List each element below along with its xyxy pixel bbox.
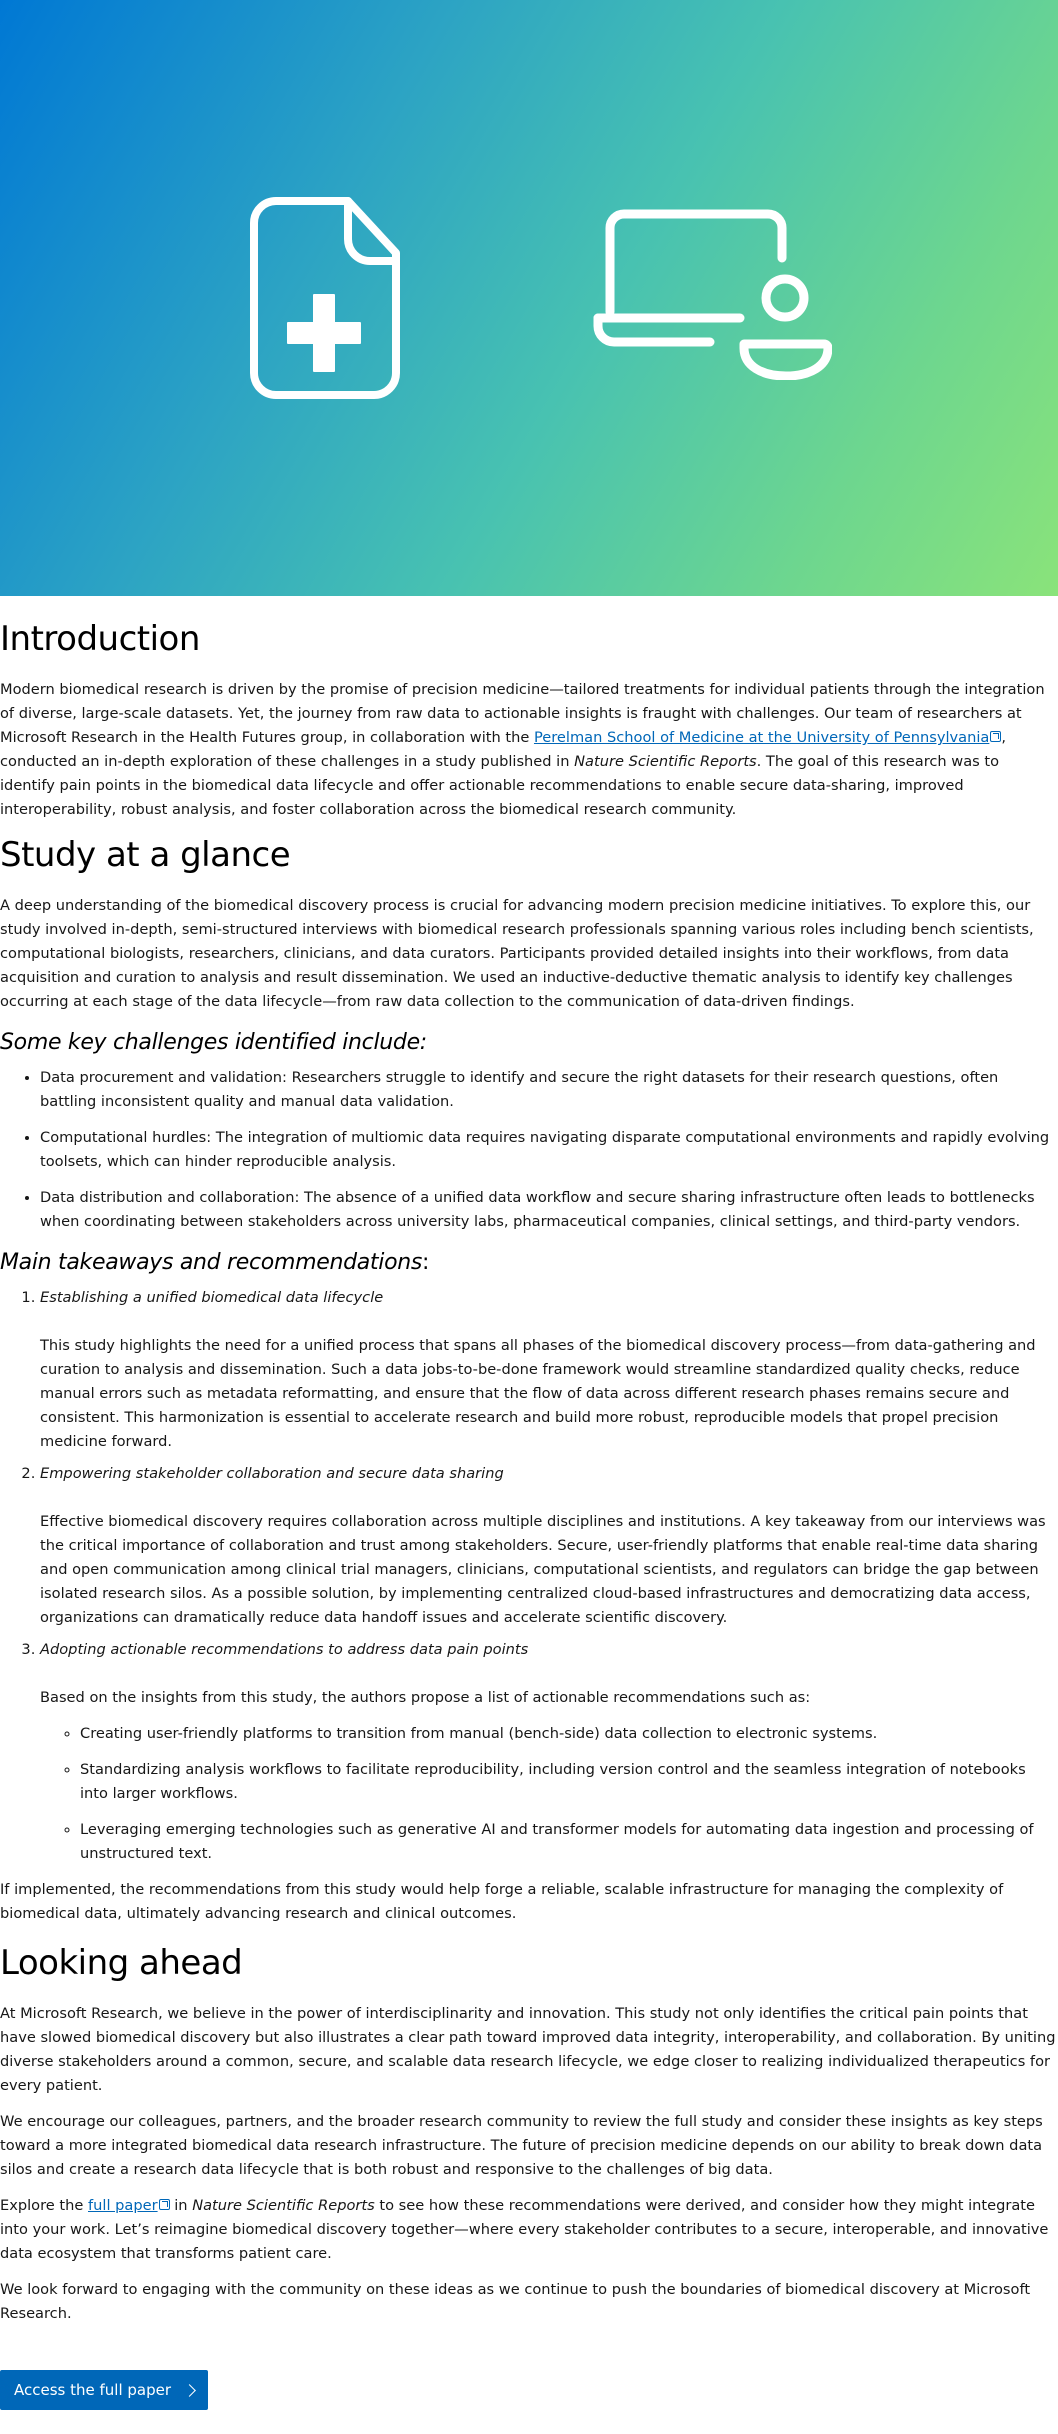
- looking-ahead-paragraph: At Microsoft Research, we believe in the power of interdisciplinarity and innovation. This study not only identifies the critical pain points that have slowed biomedical discovery but also illustrates a clear path toward improved data integrity, interoperability, and collaboration. By uniting diverse stakeholders around a common, secure, and scalable data research lifecycle, we edge closer to realizing individualized therapeutics for every patient.: [0, 2005, 1056, 2094]
- full-paper-link[interactable]: [88, 2197, 170, 2214]
- journal-name: Nature Scientific Reports: [574, 753, 757, 770]
- takeaway-item: [40, 1462, 1058, 1630]
- document-medical-icon: [250, 195, 402, 400]
- takeaways-list: [0, 1286, 1058, 1866]
- text-span: Modern biomedical research is driven by the promise of precision medicine—tailored treatments for individual patients through the integration of diverse, large-scale datasets. Yet, the journey from raw data to actionable insights is fraught with challenges. Our team of researchers at Microsoft Research in the Health Futures group, in collaboration with the: [0, 681, 1045, 746]
- hero-banner: [0, 0, 1058, 596]
- text-span: , conducted an in-depth exploration of these challenges in a study published in: [0, 729, 1006, 770]
- section-heading-introduction: Introduction: [0, 619, 200, 659]
- list-item: • Data procurement and validation: Researchers struggle to identify and secure the right datasets for their research questions, often battling inconsistent quality and manual data validation.: [40, 1066, 1058, 1114]
- journal-name: Nature Scientific Reports: [192, 2197, 375, 2214]
- closing-paragraph: If implemented, the recommendations from this study would help forge a reliable, scalable infrastructure for managing the complexity of biomedical data, ultimately advancing research and clinical outcomes.: [0, 1881, 1004, 1922]
- takeaway-title: 2. Empowering stakeholder collaboration and secure data sharing: [40, 1465, 504, 1482]
- study-paragraph: A deep understanding of the biomedical discovery process is crucial for advancing modern precision medicine initiatives. To explore this, our study involved in-depth, semi-structured interviews with biomedical research professionals spanning various roles including bench scientists, computational biologists, researchers, clinicians, and data curators. Participants provided detailed insights into their workflows, from data acquisition and curation to analysis and result dissemination. We used an inductive-deductive thematic analysis to identify key challenges occurring at each stage of the data lifecycle—from raw data collection to the communication of data-driven findings.: [0, 897, 1034, 1010]
- takeaways-heading-text: Main takeaways and recommendations: [0, 1250, 423, 1275]
- text-span: . The goal of this research was to identify pain points in the biomedical data lifecycle and offer actionable recommendations to enable secure data-sharing, improved interoperability, robust analysis, and foster collaboration across the biomedical research community.: [0, 753, 1000, 818]
- recommendation-item: ◦ Standardizing analysis workflows to facilitate reproducibility, including version control and the seamless integration of notebooks into larger workflows.: [80, 1758, 1058, 1806]
- article-body: [0, 596, 1058, 2434]
- text-span: Explore the: [0, 2197, 88, 2214]
- text-span: in: [169, 2197, 193, 2214]
- takeaway-title: 1. Establishing a unified biomedical data lifecycle: [40, 1289, 384, 1306]
- takeaways-heading: [0, 1248, 1058, 1278]
- introduction-paragraph: [0, 678, 1058, 822]
- looking-ahead-paragraph: We encourage our colleagues, partners, and the broader research community to review the full study and consider these insights as key steps toward a more integrated biomedical data research infrastructure. The future of precision medicine depends on our ability to break down data silos and create a research data lifecycle that is both robust and responsive to the challenges of big data.: [0, 2113, 1043, 2178]
- takeaway-item: [40, 1638, 1058, 1866]
- external-link-icon: [990, 731, 1001, 742]
- link-text[interactable]: Perelman School of Medicine at the University of Pennsylvania: [533, 729, 990, 746]
- external-link-icon: [159, 2199, 170, 2210]
- link-text[interactable]: full paper: [88, 2197, 158, 2214]
- chevron-right-icon: [183, 2384, 196, 2397]
- list-item: • Computational hurdles: The integration of multiomic data requires navigating disparate computational environments and rapidly evolving toolsets, which can hinder reproducible analysis.: [40, 1126, 1058, 1174]
- takeaway-title: 3. Adopting actionable recommendations to address data pain points: [40, 1641, 529, 1658]
- text-span: to see how these recommendations were derived, and consider how they might integrate into your work. Let’s reimagine biomedical discovery together—where every stakeholder contributes to a secure, interoperable, and innovative data ecosystem that transforms patient care.: [0, 2197, 1049, 2262]
- takeaway-body: Based on the insights from this study, the authors propose a list of actionable recommendations such as:: [40, 1689, 811, 1706]
- takeaway-body: Effective biomedical discovery requires collaboration across multiple disciplines and institutions. A key takeaway from our interviews was the critical importance of collaboration and trust among stakeholders. Secure, user-friendly platforms that enable real-time data sharing and open communication among clinical trial managers, clinicians, computational scientists, and regulators can bridge the gap between isolated research silos. As a possible solution, by implementing centralized cloud-based infrastructures and democratizing data access, organizations can dramatically reduce data handoff issues and accelerate scientific discovery.: [40, 1513, 1046, 1626]
- section-heading-study: Study at a glance: [0, 835, 291, 875]
- challenges-list: [0, 1066, 1058, 1234]
- recommendation-item: ◦ Leveraging emerging technologies such as generative AI and transformer models for automating data ingestion and processing of unstructured text.: [80, 1818, 1058, 1866]
- takeaway-body: This study highlights the need for a unified process that spans all phases of the biomedical discovery process—from data-gathering and curation to analysis and dissemination. Such a data jobs-to-be-done framework would streamline standardized quality checks, reduce manual errors such as metadata reformatting, and ensure that the flow of data across different research phases remains secure and consistent. This harmonization is essential to accelerate research and build more robust, reproducible models that propel precision medicine forward.: [40, 1337, 1036, 1450]
- recommendation-item: ◦ Creating user-friendly platforms to transition from manual (bench-side) data collection to electronic systems.: [80, 1722, 1058, 1746]
- explore-paragraph: [0, 2194, 1058, 2266]
- section-heading-looking-ahead: Looking ahead: [0, 1943, 243, 1983]
- takeaways-heading-colon: :: [422, 1250, 430, 1275]
- recommendations-list: [40, 1722, 1058, 1866]
- takeaway-item: [40, 1286, 1058, 1454]
- list-item: • Data distribution and collaboration: The absence of a unified data workflow and secure sharing infrastructure often leads to bottlenecks when coordinating between stakeholders across university labs, pharmaceutical companies, clinical settings, and third-party vendors.: [40, 1186, 1058, 1234]
- challenges-heading: Some key challenges identified include:: [0, 1030, 427, 1055]
- access-full-paper-button[interactable]: [0, 2370, 208, 2410]
- perelman-school-link[interactable]: [534, 729, 1001, 746]
- looking-ahead-paragraph: We look forward to engaging with the community on these ideas as we continue to push the boundaries of biomedical discovery at Microsoft Research.: [0, 2281, 1031, 2322]
- button-label[interactable]: Access the full paper: [14, 2381, 172, 2399]
- laptop-person-icon: [592, 208, 832, 380]
